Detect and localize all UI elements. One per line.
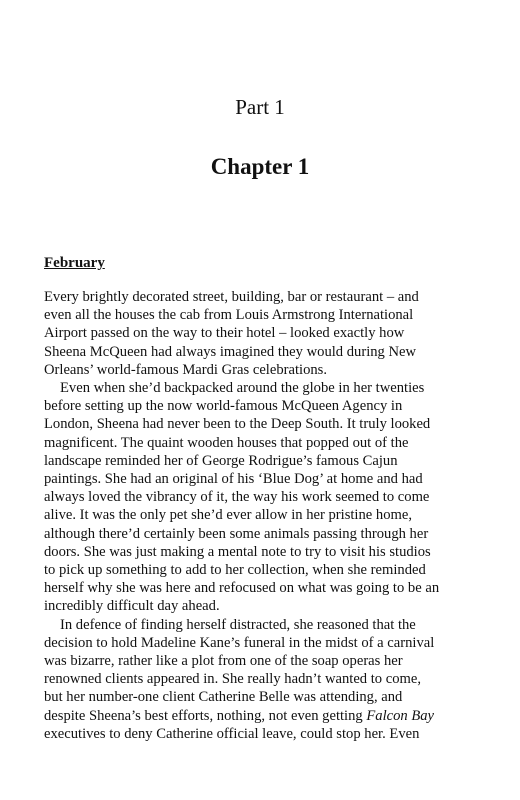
text-line: In defence of finding herself distracted, she reasoned that the — [60, 616, 416, 633]
text-line: herself why she was here and refocused on what was going to be an — [44, 580, 440, 597]
text-line: paintings. She had an original of his ‘Blue Dog’ at home and had — [44, 471, 423, 488]
text-line: Orleans’ world-famous Mardi Gras celebrations. — [44, 361, 327, 378]
text-line: Airport passed on the way to their hotel – looked exactly how — [44, 325, 405, 342]
text-line: even all the houses the cab from Louis Armstrong International — [44, 307, 414, 324]
text-line: Sheena McQueen had always imagined they would during New — [44, 343, 417, 360]
italic-title: Falcon Bay — [366, 707, 435, 724]
text-line: executives to deny Catherine official leave, could stop her. Even — [44, 725, 420, 742]
text-line: magnificent. The quaint wooden houses that popped out of the — [44, 434, 409, 451]
paragraph-2 — [44, 379, 478, 616]
text-line: incredibly difficult day ahead. — [44, 598, 220, 615]
section-heading: February — [44, 255, 105, 271]
paragraph-3 — [44, 616, 478, 743]
text-line: alive. It was the only pet she’d ever allow in her pristine home, — [44, 507, 412, 524]
text-run: despite Sheena’s best efforts, nothing, not even getting — [44, 707, 367, 724]
text-line: London, Sheena had never been to the Deep South. It truly looked — [44, 416, 431, 433]
text-line: always loved the vibrancy of it, the way his work seemed to come — [44, 489, 430, 506]
text-line-with-italic — [44, 707, 478, 725]
text-line: but her number-one client Catherine Belle was attending, and — [44, 689, 403, 706]
text-line: landscape reminded her of George Rodrigue’s famous Cajun — [44, 452, 398, 469]
text-line: doors. She was just making a mental note to try to visit his studios — [44, 543, 431, 560]
chapter-title: Chapter 1 — [210, 154, 310, 179]
text-line: Every brightly decorated street, building, bar or restaurant – and — [44, 289, 419, 305]
part-title: Part 1 — [235, 95, 285, 119]
text-line: before setting up the now world-famous McQueen Agency in — [44, 398, 403, 415]
paragraph-1 — [44, 288, 478, 379]
text-line: Even when she’d backpacked around the globe in her twenties — [60, 380, 425, 397]
text-line: although there’d certainly been some animals passing through her — [44, 525, 429, 542]
text-line: was bizarre, rather like a plot from one of the soap operas her — [44, 653, 403, 670]
text-line: renowned clients appeared in. She really hadn’t wanted to come, — [44, 671, 422, 688]
text-line: to pick up something to add to her collection, when she reminded — [44, 562, 426, 579]
body-text — [44, 288, 478, 743]
text-line: decision to hold Madeline Kane’s funeral in the midst of a carnival — [44, 634, 435, 651]
